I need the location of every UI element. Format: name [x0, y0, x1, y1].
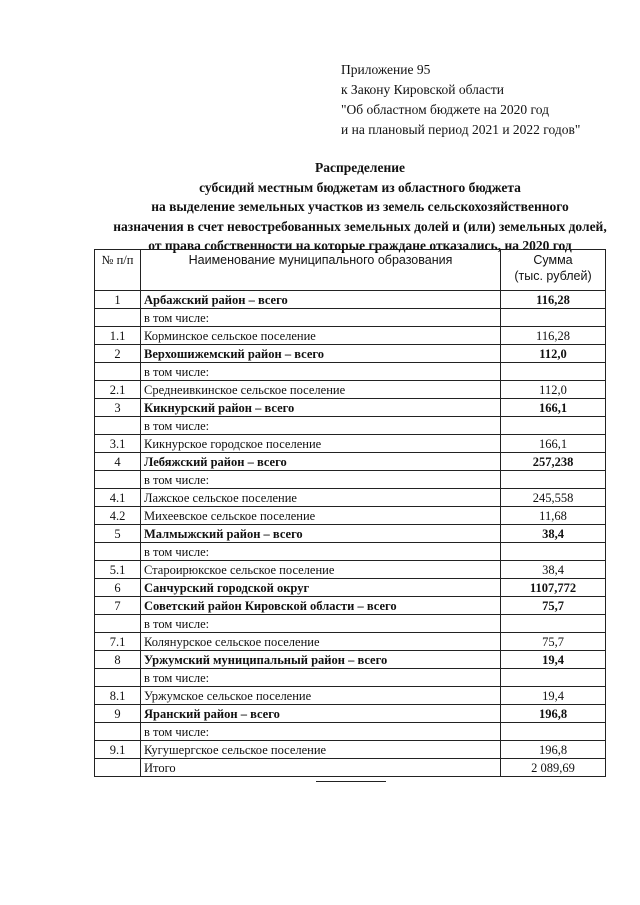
row-sum: [501, 363, 606, 381]
header-sum-line2: (тыс. рублей): [514, 269, 592, 283]
row-sum: 166,1: [501, 435, 606, 453]
row-sum: 11,68: [501, 507, 606, 525]
row-number: 1.1: [95, 327, 141, 345]
row-sum: 112,0: [501, 345, 606, 363]
row-sum: 1107,772: [501, 579, 606, 597]
row-sum: 116,28: [501, 291, 606, 309]
row-name: в том числе:: [141, 309, 501, 327]
subsidy-table: [94, 249, 606, 777]
row-sum: 19,4: [501, 687, 606, 705]
table-row: [95, 579, 606, 597]
row-sum: 38,4: [501, 561, 606, 579]
row-number: [95, 723, 141, 741]
row-name: в том числе:: [141, 669, 501, 687]
row-sum: 38,4: [501, 525, 606, 543]
row-name: Уржумский муниципальный район – всего: [141, 651, 501, 669]
table-row: [95, 471, 606, 489]
row-name: Лебяжский район – всего: [141, 453, 501, 471]
header-sum: [501, 250, 606, 291]
header-sum-line1: Сумма: [533, 253, 573, 267]
table-row: [95, 363, 606, 381]
row-name: Санчурский городской округ: [141, 579, 501, 597]
row-number: [95, 471, 141, 489]
table-row: [95, 543, 606, 561]
title-line: на выделение земельных участков из земель сельскохозяйственного: [151, 199, 569, 214]
row-sum: 112,0: [501, 381, 606, 399]
annex-line: Приложение 95: [341, 62, 431, 77]
row-number: 3.1: [95, 435, 141, 453]
row-sum: 2 089,69: [501, 759, 606, 777]
row-number: 4.1: [95, 489, 141, 507]
row-sum: 166,1: [501, 399, 606, 417]
table-row: [95, 489, 606, 507]
table-row: [95, 453, 606, 471]
row-name: Кикнурское городское поселение: [141, 435, 501, 453]
row-sum: 245,558: [501, 489, 606, 507]
table-row: [95, 561, 606, 579]
table-row: [95, 687, 606, 705]
header-name: Наименование муниципального образования: [141, 250, 501, 291]
row-name: Малмыжский район – всего: [141, 525, 501, 543]
table-row: [95, 291, 606, 309]
row-number: 5: [95, 525, 141, 543]
row-number: 7: [95, 597, 141, 615]
table-row: [95, 633, 606, 651]
annex-header: [341, 60, 580, 140]
table-row: [95, 381, 606, 399]
row-number: 2.1: [95, 381, 141, 399]
row-name: в том числе:: [141, 471, 501, 489]
row-number: 1: [95, 291, 141, 309]
row-sum: [501, 309, 606, 327]
row-number: 4.2: [95, 507, 141, 525]
row-name: в том числе:: [141, 417, 501, 435]
row-number: 9: [95, 705, 141, 723]
annex-line: и на плановый период 2021 и 2022 годов": [341, 122, 581, 137]
annex-line: "Об областном бюджете на 2020 год: [341, 102, 549, 117]
row-name: Корминское сельское поселение: [141, 327, 501, 345]
table-row: [95, 309, 606, 327]
table-row: [95, 525, 606, 543]
row-number: [95, 543, 141, 561]
row-name: Яранский район – всего: [141, 705, 501, 723]
table-row: [95, 651, 606, 669]
table-row: [95, 417, 606, 435]
row-number: 9.1: [95, 741, 141, 759]
row-sum: [501, 417, 606, 435]
row-name: Уржумское сельское поселение: [141, 687, 501, 705]
row-name: Лажское сельское поселение: [141, 489, 501, 507]
row-sum: 257,238: [501, 453, 606, 471]
row-sum: [501, 543, 606, 561]
table-body: [95, 291, 606, 777]
row-sum: 75,7: [501, 633, 606, 651]
row-number: [95, 759, 141, 777]
row-name: Арбажский район – всего: [141, 291, 501, 309]
row-sum: [501, 615, 606, 633]
title-line: Распределение: [314, 160, 406, 175]
row-name: Кугушергское сельское поселение: [141, 741, 501, 759]
row-sum: 196,8: [501, 741, 606, 759]
row-number: [95, 669, 141, 687]
row-sum: [501, 471, 606, 489]
table-row: [95, 615, 606, 633]
table-row: [95, 705, 606, 723]
row-number: 2: [95, 345, 141, 363]
row-number: 8.1: [95, 687, 141, 705]
end-rule: [316, 781, 386, 782]
row-sum: [501, 669, 606, 687]
row-number: 4: [95, 453, 141, 471]
row-name: Среднеивкинское сельское поселение: [141, 381, 501, 399]
annex-line: к Закону Кировской области: [341, 82, 505, 97]
row-number: 8: [95, 651, 141, 669]
title-line: от права собственности на которые граждане отказались, на 2020 год: [148, 238, 572, 253]
table-row: [95, 759, 606, 777]
row-number: [95, 417, 141, 435]
table-header-row: [95, 250, 606, 291]
table-row: [95, 723, 606, 741]
row-sum: 116,28: [501, 327, 606, 345]
row-name: в том числе:: [141, 543, 501, 561]
table-row: [95, 669, 606, 687]
row-sum: 196,8: [501, 705, 606, 723]
row-number: [95, 363, 141, 381]
table-row: [95, 399, 606, 417]
row-name: Кикнурский район – всего: [141, 399, 501, 417]
row-name: Колянурское сельское поселение: [141, 633, 501, 651]
row-name: Советский район Кировской области – всего: [141, 597, 501, 615]
header-num: № п/п: [95, 250, 141, 291]
row-number: 6: [95, 579, 141, 597]
row-name: в том числе:: [141, 363, 501, 381]
row-sum: 75,7: [501, 597, 606, 615]
row-name: Михеевское сельское поселение: [141, 507, 501, 525]
row-name: Староирюкское сельское поселение: [141, 561, 501, 579]
table-row: [95, 507, 606, 525]
title-line: субсидий местным бюджетам из областного бюджета: [199, 179, 521, 195]
row-name: Верхошижемский район – всего: [141, 345, 501, 363]
row-number: 7.1: [95, 633, 141, 651]
table-row: [95, 597, 606, 615]
row-sum: 19,4: [501, 651, 606, 669]
document-title: [60, 158, 640, 256]
table-row: [95, 741, 606, 759]
title-line: назначения в счет невостребованных земельных долей и (или) земельных долей,: [113, 218, 607, 234]
row-number: [95, 615, 141, 633]
row-number: 3: [95, 399, 141, 417]
row-name: в том числе:: [141, 723, 501, 741]
row-name: Итого: [141, 759, 501, 777]
row-number: [95, 309, 141, 327]
table-row: [95, 327, 606, 345]
table-row: [95, 435, 606, 453]
row-name: в том числе:: [141, 615, 501, 633]
table-row: [95, 345, 606, 363]
row-number: 5.1: [95, 561, 141, 579]
row-sum: [501, 723, 606, 741]
